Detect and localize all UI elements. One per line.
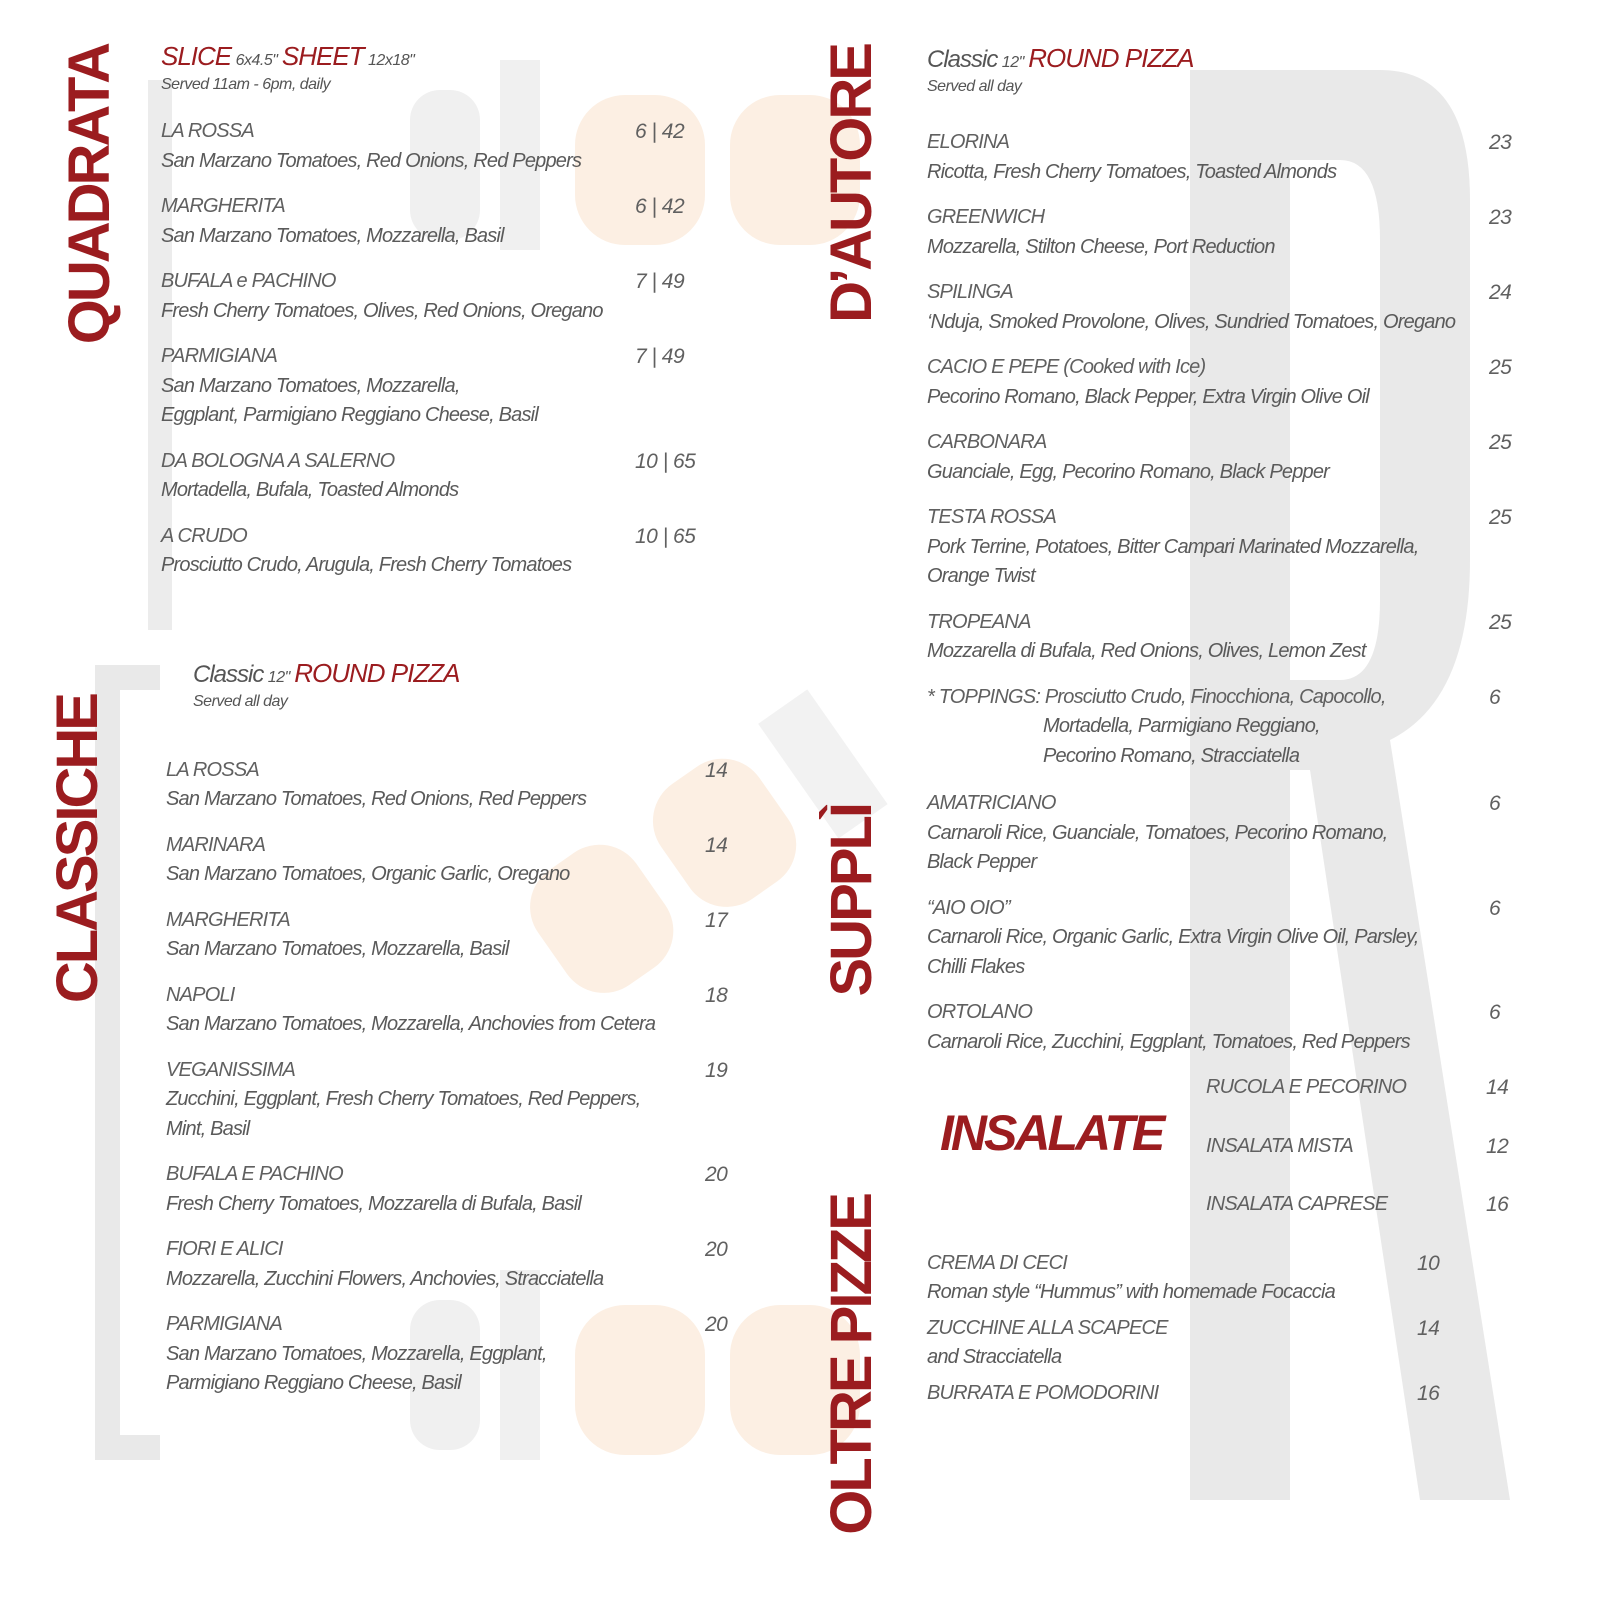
item-name: AMATRICIANO: [927, 792, 1056, 814]
item-name: FIORI E ALICI: [166, 1238, 283, 1260]
item-description: San Marzano Tomatoes, Mozzarella,: [161, 374, 460, 397]
item-text: [161, 267, 621, 326]
item-name: LA ROSSA: [161, 120, 254, 142]
item-description: Mozzarella di Bufala, Red Onions, Olives, Lemon Zest: [927, 640, 1366, 662]
item-description: ‘Nduja, Smoked Provolone, Olives, Sundried Tomatoes, Oregano: [927, 310, 1456, 333]
classiche-header: [193, 657, 761, 714]
item-text: [927, 1379, 1403, 1409]
item-text: [166, 1310, 691, 1399]
item-name: BUFALA e PACHINO: [161, 270, 336, 292]
menu-item: [1206, 1073, 1536, 1103]
item-description: Orange Twist: [927, 565, 1035, 587]
item-price: 6 | 42: [635, 120, 685, 143]
menu-item: [927, 503, 1539, 592]
item-description: Carnaroli Rice, Guanciale, Tomatoes, Pecorino Romano,: [927, 821, 1388, 844]
item-name: DA BOLOGNA A SALERNO: [161, 449, 395, 472]
item-description: Eggplant, Parmigiano Reggiano Cheese, Basil: [161, 404, 538, 426]
served-hours: Served 11am - 6pm, daily: [161, 76, 331, 93]
item-text: [166, 981, 691, 1040]
item-description: Mint, Basil: [166, 1117, 250, 1140]
item-description: San Marzano Tomatoes, Red Onions, Red Peppers: [166, 788, 587, 810]
item-text: [166, 1160, 691, 1219]
dautore-section: [927, 43, 1547, 771]
section-title-classiche: CLASSICHE: [45, 695, 110, 1004]
item-text: [161, 117, 621, 176]
item-price: 20: [705, 1163, 728, 1186]
menu-item: [161, 342, 685, 431]
section-title-oltre-pizze: OLTRE PIZZE: [819, 1195, 884, 1535]
size-label: 12": [1001, 54, 1024, 71]
menu-item: [1206, 1132, 1536, 1162]
item-description: Fresh Cherry Tomatoes, Olives, Red Onions, Oregano: [161, 299, 603, 322]
item-text: [927, 428, 1475, 487]
slice-size: 6x4.5": [235, 52, 278, 69]
item-name: TROPEANA: [927, 610, 1031, 633]
menu-item: [927, 1379, 1467, 1409]
section-title-insalate: INSALATE: [940, 1105, 1163, 1161]
menu-item: [166, 906, 755, 965]
item-price: 14: [705, 758, 728, 782]
item-name: INSALATA CAPRESE: [1206, 1193, 1388, 1215]
toppings-line: Pecorino Romano, Stracciatella: [1043, 744, 1300, 767]
menu-item: [927, 428, 1539, 487]
menu-item: [166, 1160, 755, 1219]
item-name: ELORINA: [927, 131, 1010, 153]
item-text: [166, 1056, 691, 1145]
item-price: 25: [1489, 610, 1512, 634]
section-title-suppli: SUPPLÌ: [819, 805, 884, 997]
oltre-pizze-section: [927, 1249, 1547, 1409]
item-description: Mozzarella, Stilton Cheese, Port Reduction: [927, 235, 1275, 258]
item-description: Carnaroli Rice, Zucchini, Eggplant, Tomatoes, Red Peppers: [927, 1030, 1410, 1053]
menu-item: [927, 998, 1539, 1057]
item-name: RUCOLA E PECORINO: [1206, 1076, 1407, 1098]
item-description: Guanciale, Egg, Pecorino Romano, Black Pepper: [927, 460, 1330, 483]
item-price: 20: [705, 1238, 728, 1261]
item-text: [166, 756, 691, 815]
menu-item: [166, 756, 755, 815]
item-description: Black Pepper: [927, 851, 1037, 873]
item-description: Ricotta, Fresh Cherry Tomatoes, Toasted Almonds: [927, 160, 1337, 183]
round-pizza-label: ROUND PIZZA: [294, 657, 460, 688]
item-name: PARMIGIANA: [166, 1313, 283, 1335]
classiche-section: [161, 657, 761, 1399]
section-title-quadrata: QUADRATA: [57, 45, 122, 345]
item-price: 14: [1417, 1316, 1440, 1340]
item-price: 23: [1489, 206, 1512, 229]
item-price: 24: [1489, 281, 1512, 304]
item-price: 25: [1489, 356, 1512, 379]
item-price: 10 | 65: [635, 524, 696, 548]
item-price: 16: [1417, 1381, 1440, 1405]
menu-item: [166, 1056, 755, 1145]
item-price: 6: [1489, 1001, 1501, 1024]
item-name: NAPOLI: [166, 983, 235, 1006]
item-price: 7 | 49: [635, 345, 685, 368]
item-price: 14: [705, 833, 728, 857]
slice-label: SLICE: [161, 41, 232, 71]
item-description: Zucchini, Eggplant, Fresh Cherry Tomatoes, Red Peppers,: [166, 1088, 641, 1110]
menu-item: [161, 192, 685, 251]
item-price: 7 | 49: [635, 270, 685, 293]
menu-item: [166, 981, 755, 1040]
item-description: Prosciutto Crudo, Arugula, Fresh Cherry Tomatoes: [161, 554, 572, 576]
item-description: San Marzano Tomatoes, Mozzarella, Basil: [161, 224, 504, 247]
round-pizza-label: ROUND PIZZA: [1028, 43, 1194, 73]
item-name: PARMIGIANA: [161, 345, 278, 367]
item-description: and Stracciatella: [927, 1346, 1062, 1368]
menu-item: [161, 267, 685, 326]
item-price: 18: [705, 983, 728, 1007]
size-label: 12": [267, 668, 290, 686]
quadrata-header: [161, 41, 761, 97]
toppings-line: Mortadella, Parmigiano Reggiano,: [1043, 715, 1320, 737]
suppli-section: [927, 789, 1547, 1057]
item-name: TESTA ROSSA: [927, 506, 1057, 528]
menu-item: [927, 278, 1539, 337]
toppings-line: Prosciutto Crudo, Finocchiona, Capocollo,: [1044, 685, 1386, 708]
item-text: [927, 128, 1475, 187]
item-text: [1206, 1132, 1472, 1162]
item-price: 16: [1486, 1193, 1509, 1216]
menu-item: [1206, 1190, 1536, 1220]
item-description: Carnaroli Rice, Organic Garlic, Extra Virgin Olive Oil, Parsley,: [927, 926, 1419, 948]
item-name: LA ROSSA: [166, 758, 259, 781]
item-description: Pork Terrine, Potatoes, Bitter Campari Marinated Mozzarella,: [927, 535, 1419, 558]
item-text: [161, 192, 621, 251]
toppings-price: 6: [1489, 685, 1501, 709]
item-text: [927, 353, 1475, 412]
item-price: 14: [1486, 1076, 1509, 1099]
item-price: 23: [1489, 131, 1512, 154]
sheet-size: 12x18": [368, 52, 415, 69]
item-price: 6: [1489, 896, 1501, 920]
item-text: [927, 1314, 1403, 1373]
item-name: INSALATA MISTA: [1206, 1134, 1353, 1157]
insalate-section: [927, 1073, 1547, 1249]
item-description: Fresh Cherry Tomatoes, Mozzarella di Bufala, Basil: [166, 1192, 582, 1215]
menu-item: [166, 831, 755, 890]
item-name: ZUCCHINE ALLA SCAPECE: [927, 1316, 1168, 1339]
sheet-label: SHEET: [281, 41, 364, 71]
item-price: 12: [1486, 1134, 1509, 1158]
item-name: GREENWICH: [927, 206, 1045, 228]
item-description: Roman style “Hummus” with homemade Focaccia: [927, 1281, 1335, 1303]
item-text: [927, 1249, 1403, 1308]
item-price: 20: [705, 1313, 728, 1336]
item-description: Mortadella, Bufala, Toasted Almonds: [161, 479, 459, 501]
item-name: MARGHERITA: [166, 908, 290, 931]
menu-item: [927, 1314, 1467, 1373]
item-name: CACIO E PEPE (Cooked with Ice): [927, 356, 1206, 378]
menu-item: [927, 353, 1539, 412]
item-name: BURRATA E POMODORINI: [927, 1381, 1159, 1404]
toppings-first-line: [927, 683, 1477, 713]
item-description: San Marzano Tomatoes, Mozzarella, Eggplant,: [166, 1342, 547, 1365]
menu-item: [927, 608, 1539, 667]
right-column: [927, 43, 1547, 1414]
item-name: CARBONARA: [927, 431, 1047, 453]
menu-item: [161, 117, 685, 176]
item-price: 6: [1489, 792, 1501, 815]
item-price: 10: [1417, 1251, 1440, 1275]
menu-item: [927, 128, 1539, 187]
item-text: [161, 342, 621, 431]
item-text: [1206, 1190, 1472, 1220]
classic-label: Classic: [193, 660, 264, 688]
menu-item: [166, 1235, 755, 1294]
toppings: [927, 683, 1501, 772]
item-text: [927, 789, 1475, 878]
item-name: A CRUDO: [161, 524, 247, 547]
item-name: MARGHERITA: [161, 195, 285, 217]
served-hours: Served all day: [193, 692, 288, 710]
item-description: San Marzano Tomatoes, Mozzarella, Anchovies from Cetera: [166, 1013, 656, 1035]
item-text: [166, 831, 691, 890]
item-name: BUFALA E PACHINO: [166, 1163, 343, 1185]
item-price: 25: [1489, 431, 1512, 454]
menu-item: [927, 894, 1539, 983]
menu-item: [161, 447, 696, 506]
item-price: 10 | 65: [635, 449, 696, 473]
item-text: [1206, 1073, 1472, 1103]
toppings-label: * TOPPINGS:: [927, 685, 1041, 708]
classic-label: Classic: [927, 46, 998, 73]
item-name: CREMA DI CECI: [927, 1251, 1067, 1274]
section-title-dautore: D’AUTORE: [819, 45, 884, 323]
item-description: San Marzano Tomatoes, Mozzarella, Basil: [166, 938, 509, 960]
quadrata-section: [161, 41, 761, 581]
item-name: “AIO OIO”: [927, 896, 1010, 919]
item-text: [927, 278, 1475, 337]
menu-item: [166, 1310, 755, 1399]
item-price: 17: [705, 908, 728, 932]
item-text: [927, 503, 1475, 592]
served-hours: Served all day: [927, 78, 1022, 95]
item-text: [166, 906, 691, 965]
item-text: [927, 894, 1475, 983]
item-name: ORTOLANO: [927, 1001, 1033, 1023]
item-text: [927, 608, 1475, 667]
item-text: [161, 447, 621, 506]
item-description: Parmigiano Reggiano Cheese, Basil: [166, 1372, 461, 1394]
item-text: [161, 522, 621, 581]
item-description: Pecorino Romano, Black Pepper, Extra Virgin Olive Oil: [927, 385, 1369, 408]
item-name: VEGANISSIMA: [166, 1058, 296, 1081]
item-price: 6 | 42: [635, 195, 685, 218]
item-name: SPILINGA: [927, 281, 1013, 303]
item-price: 25: [1489, 506, 1512, 529]
item-text: [927, 203, 1475, 262]
menu-item: [927, 1249, 1467, 1308]
item-text: [166, 1235, 691, 1294]
item-description: Chilli Flakes: [927, 955, 1025, 978]
menu-item: [927, 203, 1539, 262]
item-name: MARINARA: [166, 833, 266, 856]
item-description: San Marzano Tomatoes, Red Onions, Red Peppers: [161, 149, 582, 172]
item-description: San Marzano Tomatoes, Organic Garlic, Oregano: [166, 863, 570, 885]
menu-item: [927, 789, 1539, 878]
item-description: Mozzarella, Zucchini Flowers, Anchovies, Stracciatella: [166, 1267, 604, 1290]
menu-item: [161, 522, 696, 581]
dautore-header: [927, 43, 1547, 99]
left-column: [161, 41, 761, 1415]
item-text: [927, 998, 1475, 1057]
item-price: 19: [705, 1058, 728, 1082]
